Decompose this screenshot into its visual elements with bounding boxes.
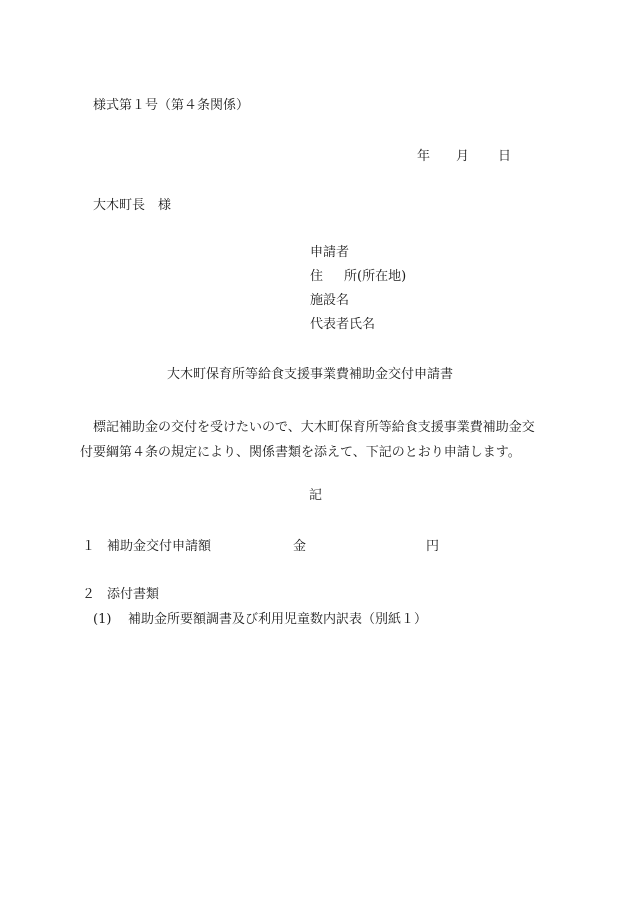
date-month-label: 月 [456, 149, 470, 164]
form-number: 様式第１号（第４条関係） [93, 98, 250, 113]
facility-name-label: 施設名 [310, 293, 350, 308]
subitem-1-number: (1) [93, 612, 112, 627]
applicant-label: 申請者 [310, 245, 350, 260]
body-line-1: 標記補助金の交付を受けたいので、大木町保育所等給食支援事業費補助金交 [93, 420, 535, 435]
document-title: 大木町保育所等給食支援事業費補助金交付申請書 [167, 367, 454, 382]
body-line-2: 付要綱第４条の規定により、関係書類を添えて、下記のとおり申請します。 [80, 445, 521, 460]
ki-heading: 記 [309, 488, 323, 503]
addressee: 大木町長 様 [93, 198, 172, 213]
representative-name-label: 代表者氏名 [310, 317, 376, 332]
item-1-number: １ [82, 539, 96, 554]
address-label-part-2: 所(所在地) [344, 269, 407, 284]
date-day-label: 日 [498, 149, 512, 164]
address-label-part-1: 住 [310, 269, 324, 284]
amount-prefix: 金 [293, 539, 307, 554]
subitem-1-label: 補助金所要額調書及び利用児童数内訳表（別紙１） [128, 612, 428, 627]
body-paragraph [80, 415, 560, 465]
date-year-label: 年 [417, 149, 431, 164]
item-2-label: 添付書類 [107, 587, 160, 602]
applicant-address-label [310, 270, 406, 283]
item-1-label: 補助金交付申請額 [107, 539, 212, 554]
amount-suffix: 円 [426, 539, 440, 554]
item-2-number: ２ [82, 587, 96, 602]
